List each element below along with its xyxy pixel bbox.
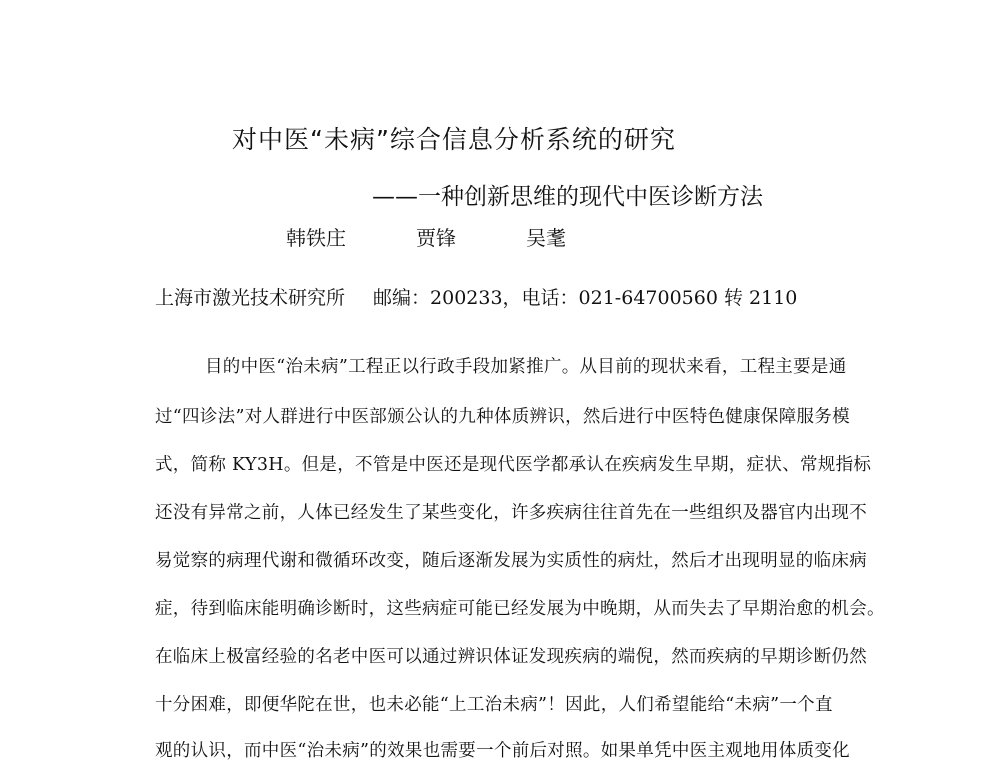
body-paragraph-line: 还没有异常之前，人体已经发生了某些变化，许多疾病往往首先在一些组织及器官内出现不 (155, 503, 867, 523)
institute-name: 上海市激光技术研究所 (155, 287, 346, 309)
author-name: 韩铁庄 (286, 226, 346, 250)
body-paragraph-line: 易觉察的病理代谢和微循环改变，随后逐渐发展为实质性的病灶，然后才出现明显的临床病 (155, 551, 867, 571)
document-title: 对中医“未病”综合信息分析系统的研究 (232, 125, 676, 154)
body-paragraph-line: 观的认识，而中医“治未病”的效果也需要一个前后对照。如果单凭中医主观地用体质变化 (155, 741, 850, 761)
author-name: 吴耄 (526, 226, 566, 250)
body-paragraph-line: 过“四诊法”对人群进行中医部颁公认的九种体质辨识，然后进行中医特色健康保障服务模 (155, 407, 850, 427)
contact-info: 邮编：200233，电话：021-64700560 转 2110 (373, 287, 798, 309)
author-name: 贾锋 (416, 226, 456, 250)
body-paragraph-line: 在临床上极富经验的名老中医可以通过辨识体证发现疾病的端倪，然而疾病的早期诊断仍然 (155, 647, 867, 667)
body-paragraph-line: 目的中医“治未病”工程正以行政手段加紧推广。从目前的现状来看，工程主要是通 (205, 357, 847, 377)
document-subtitle: ——一种创新思维的现代中医诊断方法 (372, 184, 763, 210)
body-paragraph-line: 十分困难，即便华陀在世，也未必能“上工治未病”！因此，人们希望能给“未病”一个直 (155, 695, 833, 715)
body-paragraph-line: 式，简称 KY3H。但是，不管是中医还是现代医学都承认在疾病发生早期，症状、常规指标 (155, 455, 872, 475)
body-paragraph-line: 症，待到临床能明确诊断时，这些病症可能已经发展为中晚期，从而失去了早期治愈的机会。 (155, 599, 885, 619)
affiliation-line (155, 283, 797, 310)
